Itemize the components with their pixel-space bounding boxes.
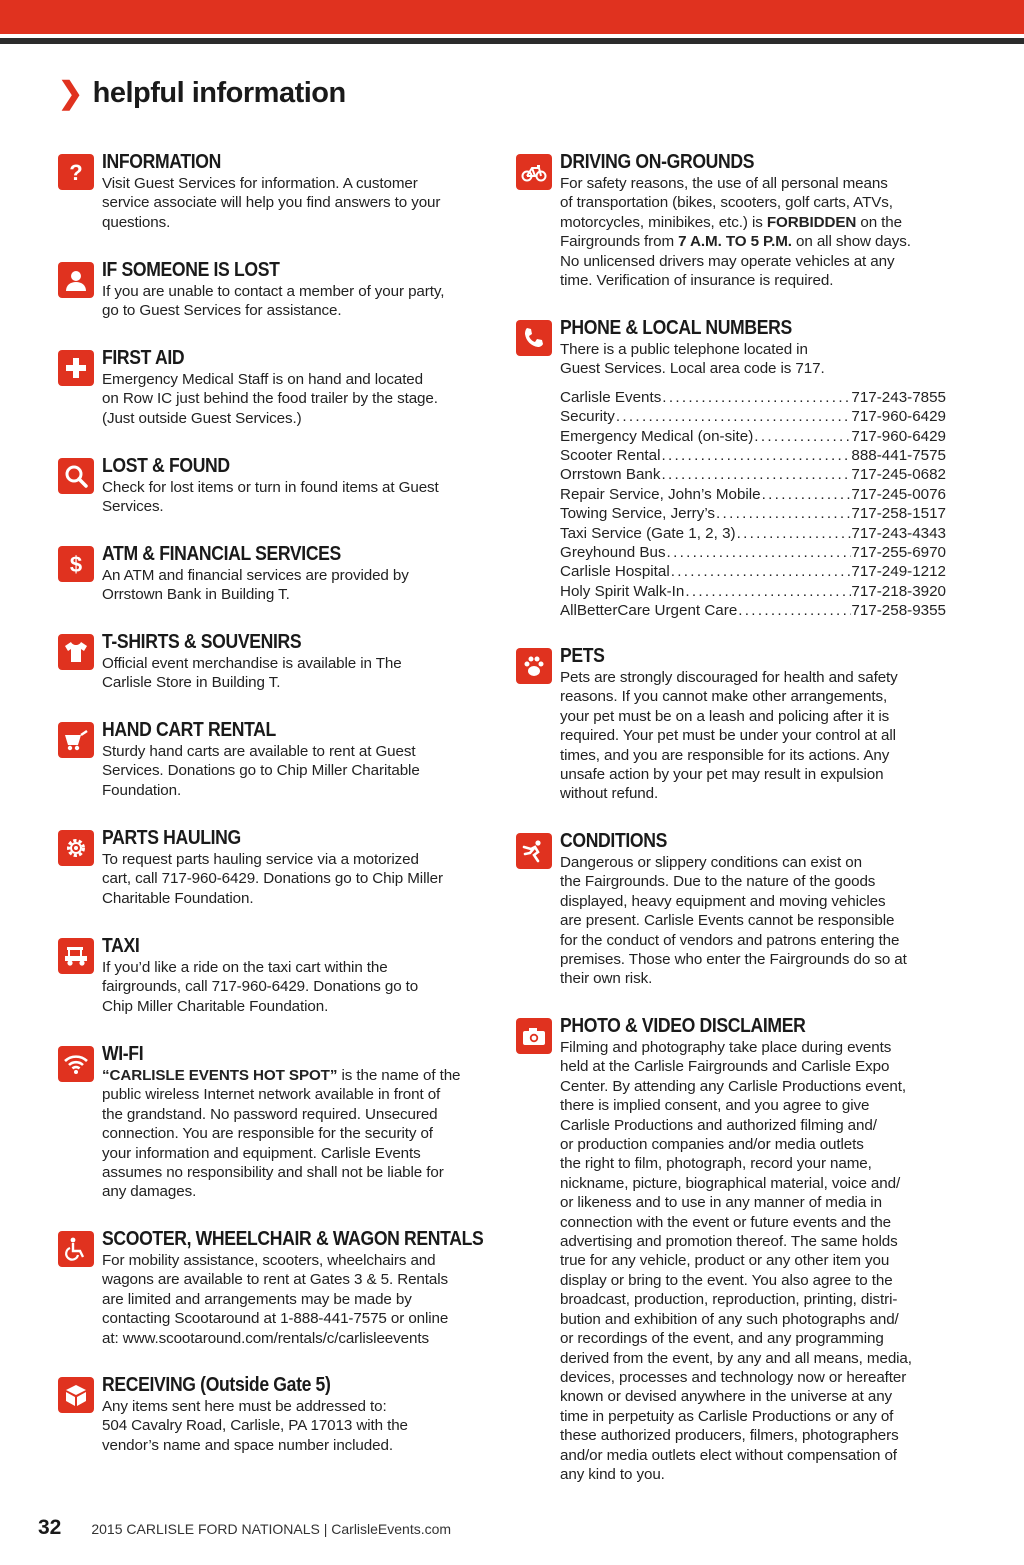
section-parts-hauling [58, 826, 498, 908]
section-title: PARTS HAULING [102, 827, 241, 849]
phone-row: Holy Spirit Walk-In ..... 717-218-3920 [560, 582, 946, 601]
section-souvenirs [58, 630, 498, 693]
section-scooter [58, 1227, 498, 1348]
section-text: If you are unable to contact a member of your party, go to Guest Services for assistance. [102, 283, 445, 320]
section-title: LOST & FOUND [102, 455, 230, 477]
question-icon [58, 154, 94, 190]
handcart-icon [58, 722, 94, 758]
section-title: HAND CART RENTAL [102, 719, 276, 741]
section-text: “CARLISLE EVENTS HOT SPOT” is the name of the public wireless Internet network available in front of the grandstand. No password required. Unsecured connection. You are responsible for the security of your information and equipment. Carlisle Events assumes no responsibility and shall not be liable for any damages. [102, 1067, 461, 1201]
section-wifi [58, 1042, 498, 1202]
phone-number-list [560, 388, 956, 621]
section-text: Filming and photography take place during events held at the Carlisle Fairgrounds and Carlisle Expo Center. By attending any Carlisle Productions event, there is implied consent, and you agree to give Carlisle Productions and authorized filming and/ or production companies and/or media outlets the right to film, photograph, record your name, nickname, picture, biographical material, voice and/ or likeness and to use in any manner of media in connection with the event or future events and the advertising and promotion thereof. The same holds true for any vehicle, product or any other item you display or bring to the event. You also agree to the broadcast, production, reproduction, printing, distri- bution and exhibition of any such photographs and/ or recordings of the event, and any programming derived from the event, by any and all means, media, devices, processes and technology now or hereafter known or devised anywhere in the universe at any time in perpetuity as Carlisle Productions or any of these authorized producers, filmers, photographers and/or media outlets elect without compensation of any kind to you. [560, 1039, 912, 1483]
wifi-icon [58, 1046, 94, 1082]
section-photo [516, 1014, 956, 1484]
svg-text:?: ? [69, 160, 83, 185]
page-number: 32 [38, 1516, 62, 1539]
section-title: INFORMATION [102, 151, 221, 173]
section-text: For safety reasons, the use of all personal means of transportation (bikes, scooters, golf carts, ATVs, motorcycles, minibikes, etc.) is FORBIDDEN on the Fairgrounds from 7 A.M. TO 5 P.M. on all show days. No unlicensed drivers may operate vehicles at any time. Verification of insurance is required. [560, 175, 911, 290]
phone-row: Taxi Service (Gate 1, 2, 3) ..... 717-243-4343 [560, 524, 946, 543]
paw-icon [516, 648, 552, 684]
section-receiving [58, 1373, 498, 1455]
section-text: Visit Guest Services for information. A customer service associate will help you find answers to your questions. [102, 175, 441, 231]
gear-icon [58, 830, 94, 866]
section-information [58, 150, 498, 232]
phone-row: Carlisle Events ..... 717-243-7855 [560, 388, 946, 407]
section-lost-found [58, 454, 498, 517]
phone-row: Carlisle Hospital ..... 717-249-1212 [560, 562, 946, 581]
person-icon [58, 262, 94, 298]
section-text: Sturdy hand carts are available to rent at Guest Services. Donations go to Chip Miller Charitable Foundation. [102, 743, 420, 799]
magnifier-icon [58, 458, 94, 494]
section-title: PHOTO & VIDEO DISCLAIMER [560, 1015, 806, 1037]
phone-row: Towing Service, Jerry’s ..... 717-258-1517 [560, 504, 946, 523]
svg-text:$: $ [69, 552, 83, 577]
page-title [58, 76, 346, 111]
camera-icon [516, 1018, 552, 1054]
section-text: Official event merchandise is available in The Carlisle Store in Building T. [102, 655, 402, 692]
section-text: For mobility assistance, scooters, wheelchairs and wagons are available to rent at Gates 3 & 5. Rentals are limited and arrangements may be made by contacting Scootaround at 1-888-441-7575 or online at: www.scootaround.com/rentals/c/carlisleevents [102, 1252, 449, 1347]
dollar-icon [58, 546, 94, 582]
section-title: FIRST AID [102, 347, 185, 369]
section-pets [516, 644, 956, 804]
section-text: Dangerous or slippery conditions can exist on the Fairgrounds. Due to the nature of the goods displayed, heavy equipment and moving vehicles are present. Carlisle Events cannot be responsible for the conduct of vendors and patrons entering the premises. Those who enter the Fairgrounds do so at their own risk. [560, 854, 907, 988]
section-text: There is a public telephone located in Guest Services. Local area code is 717. [560, 341, 825, 378]
section-title: DRIVING ON-GROUNDS [560, 151, 755, 173]
section-title: PHONE & LOCAL NUMBERS [560, 317, 792, 339]
section-phone [516, 316, 956, 621]
slip-icon [516, 833, 552, 869]
bicycle-icon [516, 154, 552, 190]
cross-icon [58, 350, 94, 386]
phone-row: Orrstown Bank ..... 717-245-0682 [560, 465, 946, 484]
section-text: An ATM and financial services are provided by Orrstown Bank in Building T. [102, 567, 409, 604]
wheelchair-icon [58, 1231, 94, 1267]
phone-row: AllBetterCare Urgent Care ..... 717-258-9355 [560, 601, 946, 620]
chevron-right-icon: ❯ [58, 77, 83, 110]
phone-row: Greyhound Bus ..... 717-255-6970 [560, 543, 946, 562]
section-hand-cart [58, 718, 498, 800]
phone-row: Scooter Rental ..... 888-441-7575 [560, 446, 946, 465]
tshirt-icon [58, 634, 94, 670]
section-text: To request parts hauling service via a motorized cart, call 717-960-6429. Donations go to Chip Miller Charitable Foundation. [102, 851, 443, 907]
section-driving [516, 150, 956, 290]
wifi-network-name: “CARLISLE EVENTS HOT SPOT” [102, 1067, 338, 1084]
cart-icon [58, 938, 94, 974]
section-title: TAXI [102, 935, 140, 957]
phone-icon [516, 320, 552, 356]
top-dark-rule [0, 38, 1024, 44]
section-text: Pets are strongly discouraged for health and safety reasons. If you cannot make other arrangements, your pet must be on a leash and policing after it is required. Your pet must be under your control at all times, and you are responsible for its actions. Any unsafe action by your pet may result in expulsion without refund. [560, 669, 898, 803]
section-title: T-SHIRTS & SOUVENIRS [102, 631, 302, 653]
phone-row: Emergency Medical (on-site) ..... 717-960-6429 [560, 427, 946, 446]
phone-row: Repair Service, John’s Mobile ..... 717-245-0076 [560, 485, 946, 504]
section-taxi [58, 934, 498, 1016]
section-title: PETS [560, 645, 605, 667]
phone-row: Security ..... 717-960-6429 [560, 407, 946, 426]
footer-text: 2015 CARLISLE FORD NATIONALS | CarlisleEvents.com [91, 1521, 452, 1537]
section-title: WI-FI [102, 1043, 144, 1065]
section-text: Check for lost items or turn in found items at Guest Services. [102, 479, 439, 516]
section-text: If you’d like a ride on the taxi cart within the fairgrounds, call 717-960-6429. Donations go to Chip Miller Charitable Foundation. [102, 959, 419, 1015]
section-lost-person [58, 258, 498, 321]
section-title: ATM & FINANCIAL SERVICES [102, 543, 341, 565]
top-red-band [0, 0, 1024, 34]
section-title: IF SOMEONE IS LOST [102, 259, 280, 281]
page-title-text: helpful information [92, 77, 346, 109]
section-title: SCOOTER, WHEELCHAIR & WAGON RENTALS [102, 1228, 484, 1250]
section-text: Any items sent here must be addressed to: 504 Cavalry Road, Carlisle, PA 17013 with the vendor’s name and space number included. [102, 1398, 408, 1454]
section-title: RECEIVING (Outside Gate 5) [102, 1374, 331, 1396]
section-atm [58, 542, 498, 605]
page-footer [38, 1516, 451, 1540]
section-text: Emergency Medical Staff is on hand and located on Row IC just behind the food trailer by the stage. (Just outside Guest Services.) [102, 371, 438, 427]
section-conditions [516, 829, 956, 989]
section-title: CONDITIONS [560, 830, 667, 852]
package-icon [58, 1377, 94, 1413]
section-first-aid [58, 346, 498, 428]
